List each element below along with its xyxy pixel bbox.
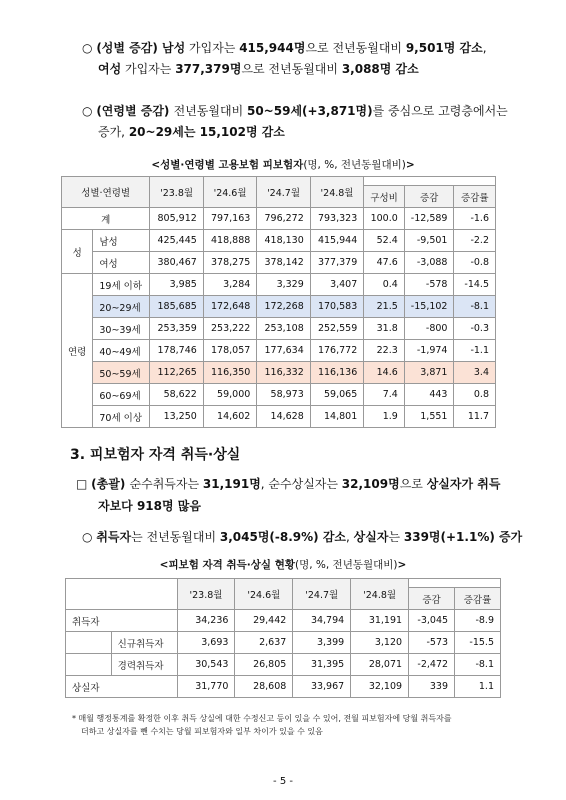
table-insured-by-sex-age <box>61 176 496 428</box>
text-run: 취득자 <box>96 530 132 544</box>
header-change: 증감 <box>404 186 454 208</box>
text-run: 으로 전년동월대비 <box>241 62 342 76</box>
cell: 1.1 <box>455 676 501 698</box>
cell: -9,501 <box>404 230 454 252</box>
cell: -3,088 <box>404 252 454 274</box>
cell: 805,912 <box>150 208 203 230</box>
cell: 3,985 <box>150 274 203 296</box>
cell: 58,622 <box>150 384 203 406</box>
cell: 100.0 <box>364 208 405 230</box>
text-run: 순수취득자는 <box>129 477 203 491</box>
cell: 34,236 <box>177 610 235 632</box>
footnote-line: * 매월 행정통계를 확정한 이후 취득 상실에 대한 수정신고 등이 있을 수 있어, 전월 피보험자에 당월 취득자를 <box>72 714 452 723</box>
cell: 3.4 <box>454 362 496 384</box>
cell: 3,871 <box>404 362 454 384</box>
text-run: 415,944명 <box>239 41 306 55</box>
table-row <box>62 340 496 362</box>
cell: -578 <box>404 274 454 296</box>
paragraph-line <box>96 530 522 544</box>
text-run: 377,379명 <box>175 62 242 76</box>
table-row <box>62 406 496 428</box>
paragraph-summary-cont <box>98 496 201 516</box>
cell: 418,130 <box>257 230 310 252</box>
cell: 14.6 <box>364 362 405 384</box>
cell: 59,000 <box>203 384 256 406</box>
table-row <box>66 632 501 654</box>
cell: 185,685 <box>150 296 203 318</box>
cell: 253,108 <box>257 318 310 340</box>
header-month: '24.6월 <box>203 177 256 208</box>
text-run: 를 중심으로 고령층에서는 <box>372 104 508 118</box>
cell: 252,559 <box>310 318 363 340</box>
row-label: 상실자 <box>66 676 178 698</box>
table-row <box>62 252 496 274</box>
cell: 377,379 <box>310 252 363 274</box>
cell: 116,332 <box>257 362 310 384</box>
row-label: 남성 <box>93 230 150 252</box>
text-run: 는 전년동월대비 <box>131 530 220 544</box>
cell: 3,693 <box>177 632 235 654</box>
text-run: , <box>346 530 354 544</box>
cell: 28,071 <box>351 654 409 676</box>
cell: -2.2 <box>454 230 496 252</box>
paragraph-line <box>96 41 486 55</box>
group-label: 연령 <box>62 274 93 428</box>
cell: 797,163 <box>203 208 256 230</box>
cell: 3,329 <box>257 274 310 296</box>
row-label: 30~39세 <box>93 318 150 340</box>
cell: -12,589 <box>404 208 454 230</box>
cell: 31,770 <box>177 676 235 698</box>
text-run: 3,045명(-8.9%) 감소 <box>219 530 347 544</box>
cell: 339 <box>409 676 455 698</box>
cell: 172,648 <box>203 296 256 318</box>
header-month: '24.7월 <box>293 579 351 610</box>
cell: -800 <box>404 318 454 340</box>
table-row <box>62 208 496 230</box>
table-acquisition-loss <box>65 578 501 698</box>
text-run: 자보다 918명 많음 <box>98 499 201 513</box>
table-row <box>66 676 501 698</box>
group-label: 성 <box>62 230 93 274</box>
cell: 31,191 <box>351 610 409 632</box>
cell: 21.5 <box>364 296 405 318</box>
paragraph-sex-change <box>82 38 487 58</box>
cell: -14.5 <box>454 274 496 296</box>
text-run: (연령별 증감) <box>96 104 174 118</box>
paragraph-summary <box>76 474 500 494</box>
cell: 178,057 <box>203 340 256 362</box>
cell: 52.4 <box>364 230 405 252</box>
cell: 34,794 <box>293 610 351 632</box>
cell: -0.3 <box>454 318 496 340</box>
paragraph-line <box>98 499 201 513</box>
cell: -1,974 <box>404 340 454 362</box>
paragraph-sex-change-cont <box>98 59 419 79</box>
cell: -8.1 <box>455 654 501 676</box>
cell: 59,065 <box>310 384 363 406</box>
text-run: 339명(+1.1%) 증가 <box>403 530 523 544</box>
cell: 170,583 <box>310 296 363 318</box>
table-row <box>62 274 496 296</box>
header-month: '24.8월 <box>310 177 363 208</box>
cell <box>66 632 112 654</box>
cell: -0.8 <box>454 252 496 274</box>
cell: 58,973 <box>257 384 310 406</box>
cell: 3,120 <box>351 632 409 654</box>
table-row <box>66 654 501 676</box>
text-run: 가입자는 <box>185 41 240 55</box>
cell: 116,136 <box>310 362 363 384</box>
cell: -1.6 <box>454 208 496 230</box>
table-row <box>62 230 496 252</box>
cell: 425,445 <box>150 230 203 252</box>
cell: -2,472 <box>409 654 455 676</box>
table-row <box>62 384 496 406</box>
text-run: 전년동월대비 <box>173 104 247 118</box>
paragraph-age-change <box>82 101 508 121</box>
cell: 11.7 <box>454 406 496 428</box>
text-run: 20~29세는 15,102명 감소 <box>128 125 285 139</box>
row-label: 계 <box>62 208 150 230</box>
text-run: 가입자는 <box>121 62 176 76</box>
cell: -15.5 <box>455 632 501 654</box>
text-run: 여성 <box>98 62 122 76</box>
cell: 26,805 <box>235 654 293 676</box>
text-run: , <box>482 41 487 55</box>
table-row <box>62 362 496 384</box>
cell: 47.6 <box>364 252 405 274</box>
cell: 418,888 <box>203 230 256 252</box>
cell: -3,045 <box>409 610 455 632</box>
header-month: '23.8월 <box>150 177 203 208</box>
paragraph-age-change-cont <box>98 122 285 142</box>
cell: 380,467 <box>150 252 203 274</box>
text-run: 31,191명 <box>202 477 261 491</box>
row-label: 19세 이하 <box>93 274 150 296</box>
cell: 14,602 <box>203 406 256 428</box>
table-row <box>62 296 496 318</box>
bullet-marker: □ <box>76 477 88 491</box>
paragraph-line <box>98 125 285 139</box>
cell: 29,442 <box>235 610 293 632</box>
header-change-rate: 증감률 <box>454 186 496 208</box>
header-month: '24.6월 <box>235 579 293 610</box>
text-run: 으로 <box>399 477 427 491</box>
cell: 14,801 <box>310 406 363 428</box>
cell: 415,944 <box>310 230 363 252</box>
cell: 33,967 <box>293 676 351 698</box>
cell: 13,250 <box>150 406 203 428</box>
cell: -8.1 <box>454 296 496 318</box>
cell: 793,323 <box>310 208 363 230</box>
cell: 0.8 <box>454 384 496 406</box>
cell: 177,634 <box>257 340 310 362</box>
cell: 178,746 <box>150 340 203 362</box>
section-title: 3. 피보험자 자격 취득·상실 <box>70 447 241 463</box>
cell: 32,109 <box>351 676 409 698</box>
text-run: 증가, <box>98 125 129 139</box>
text-run: 9,501명 감소 <box>405 41 483 55</box>
text-run: (총괄) <box>91 477 130 491</box>
text-run: 32,109명 <box>341 477 400 491</box>
footnote-line: 더하고 상실자를 뺀 수치는 당월 피보험자와 일부 차이가 있을 수 있음 <box>81 727 323 736</box>
cell: 31,395 <box>293 654 351 676</box>
text-run: 는 <box>388 530 404 544</box>
cell: -1.1 <box>454 340 496 362</box>
cell: 7.4 <box>364 384 405 406</box>
cell: 172,268 <box>257 296 310 318</box>
header-month: '24.8월 <box>351 579 409 610</box>
bullet-marker: ○ <box>82 104 93 118</box>
cell: 176,772 <box>310 340 363 362</box>
cell: 253,359 <box>150 318 203 340</box>
paragraph-line <box>91 477 500 491</box>
row-label: 40~49세 <box>93 340 150 362</box>
cell: 30,543 <box>177 654 235 676</box>
cell: 378,142 <box>257 252 310 274</box>
cell: 0.4 <box>364 274 405 296</box>
footnote <box>72 712 452 738</box>
cell: 378,275 <box>203 252 256 274</box>
text-run: 50~59세(+3,871명) <box>246 104 373 118</box>
cell: 796,272 <box>257 208 310 230</box>
text-run: , 순수상실자는 <box>260 477 342 491</box>
cell: 253,222 <box>203 318 256 340</box>
header-share: 구성비 <box>364 186 405 208</box>
bullet-marker: ○ <box>82 41 93 55</box>
cell: 1,551 <box>404 406 454 428</box>
page-number: - 5 - <box>273 776 293 787</box>
cell: 443 <box>404 384 454 406</box>
cell: 22.3 <box>364 340 405 362</box>
cell <box>66 654 112 676</box>
cell: 14,628 <box>257 406 310 428</box>
header-spacer <box>364 177 496 186</box>
row-label: 여성 <box>93 252 150 274</box>
header-change-rate: 증감률 <box>455 588 501 610</box>
row-label: 경력취득자 <box>111 654 177 676</box>
table1-caption: <성별·연령별 고용보험 피보험자(명, %, 전년동월대비)> <box>151 159 415 171</box>
cell: 116,350 <box>203 362 256 384</box>
cell: -8.9 <box>455 610 501 632</box>
table2-caption: <피보험 자격 취득·상실 현황(명, %, 전년동월대비)> <box>159 559 407 571</box>
cell: 3,284 <box>203 274 256 296</box>
bullet-marker: ○ <box>82 530 93 544</box>
row-label: 20~29세 <box>93 296 150 318</box>
row-label: 신규취득자 <box>111 632 177 654</box>
paragraph-line <box>96 104 507 118</box>
cell: 3,407 <box>310 274 363 296</box>
cell: 2,637 <box>235 632 293 654</box>
text-run: 상실자가 취득 <box>426 477 501 491</box>
header-group: 성별·연령별 <box>62 177 150 208</box>
text-run: 으로 전년동월대비 <box>305 41 406 55</box>
header-month: '24.7월 <box>257 177 310 208</box>
paragraph-acq-loss <box>82 527 522 547</box>
header-change: 증감 <box>409 588 455 610</box>
header-month: '23.8월 <box>177 579 235 610</box>
row-label: 60~69세 <box>93 384 150 406</box>
row-label: 취득자 <box>66 610 178 632</box>
text-run: 3,088명 감소 <box>341 62 419 76</box>
cell: -15,102 <box>404 296 454 318</box>
paragraph-line <box>98 62 419 76</box>
cell: 112,265 <box>150 362 203 384</box>
text-run: (성별 증감) <box>96 41 163 55</box>
text-run: 남성 <box>162 41 186 55</box>
cell: 28,608 <box>235 676 293 698</box>
header-spacer <box>409 579 501 588</box>
table-row <box>66 610 501 632</box>
header-blank <box>66 579 178 610</box>
cell: 31.8 <box>364 318 405 340</box>
table-row <box>62 318 496 340</box>
cell: 1.9 <box>364 406 405 428</box>
cell: 3,399 <box>293 632 351 654</box>
row-label: 70세 이상 <box>93 406 150 428</box>
text-run: 상실자 <box>353 530 389 544</box>
cell: -573 <box>409 632 455 654</box>
row-label: 50~59세 <box>93 362 150 384</box>
